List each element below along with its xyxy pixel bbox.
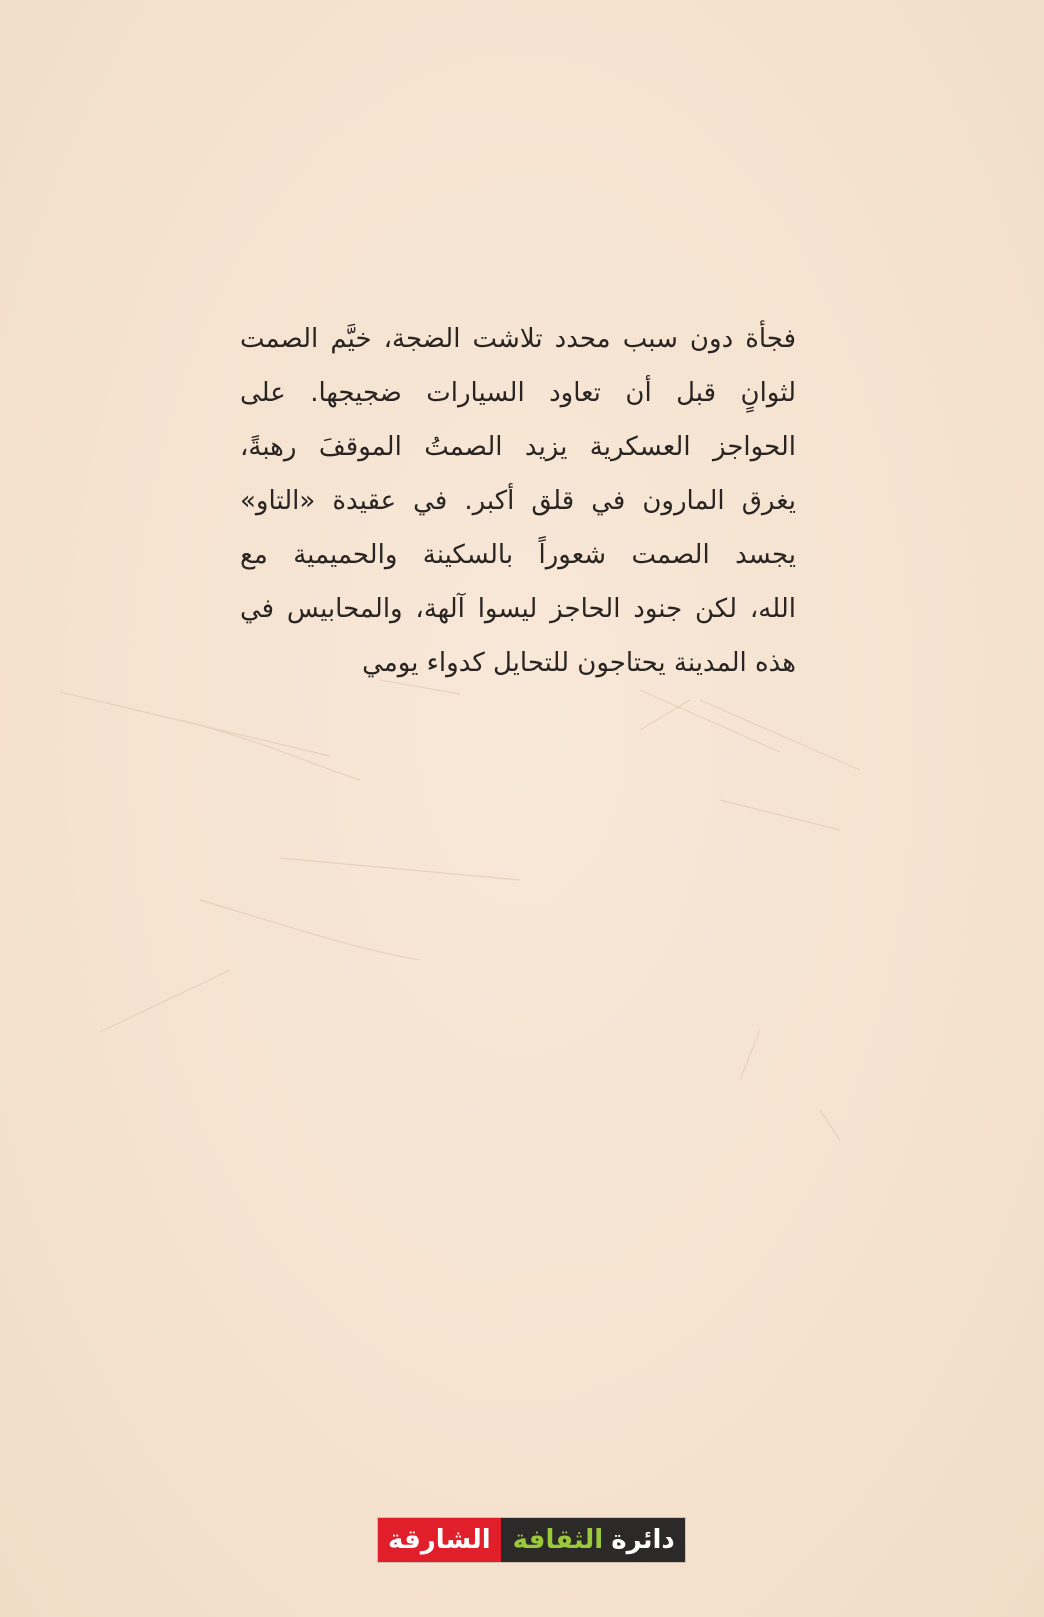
- blurb-line: يغرق المارون في قلق أكبر. في عقيدة «التاو»: [240, 486, 796, 516]
- publisher-logo-red-panel: [378, 1518, 501, 1562]
- blurb-line: الحواجز العسكرية يزيد الصمتُ الموقفَ رهبةً،: [240, 432, 796, 462]
- blurb-line: هذه المدينة يحتاجون للتحايل كدواء يومي: [362, 648, 796, 678]
- blurb-line: الله، لكن جنود الحاجز ليسوا آلهة، والمحابيس في: [240, 594, 796, 624]
- back-cover-blurb: [240, 312, 796, 690]
- publisher-logo-word-sharjah: الشارقة: [388, 1525, 491, 1555]
- publisher-logo-word-daira: دائرة: [611, 1525, 675, 1555]
- blurb-line: يجسد الصمت شعوراً بالسكينة والحميمية مع: [240, 540, 796, 570]
- blurb-line: فجأة دون سبب محدد تلاشت الضجة، خيَّم الصمت: [240, 324, 796, 354]
- publisher-logo-dark-panel: [501, 1518, 685, 1562]
- publisher-logo-word-thaqafa: الثقافة: [512, 1525, 604, 1555]
- publisher-logo: [378, 1518, 685, 1562]
- blurb-line: لثوانٍ قبل أن تعاود السيارات ضجيجها. على: [240, 378, 796, 408]
